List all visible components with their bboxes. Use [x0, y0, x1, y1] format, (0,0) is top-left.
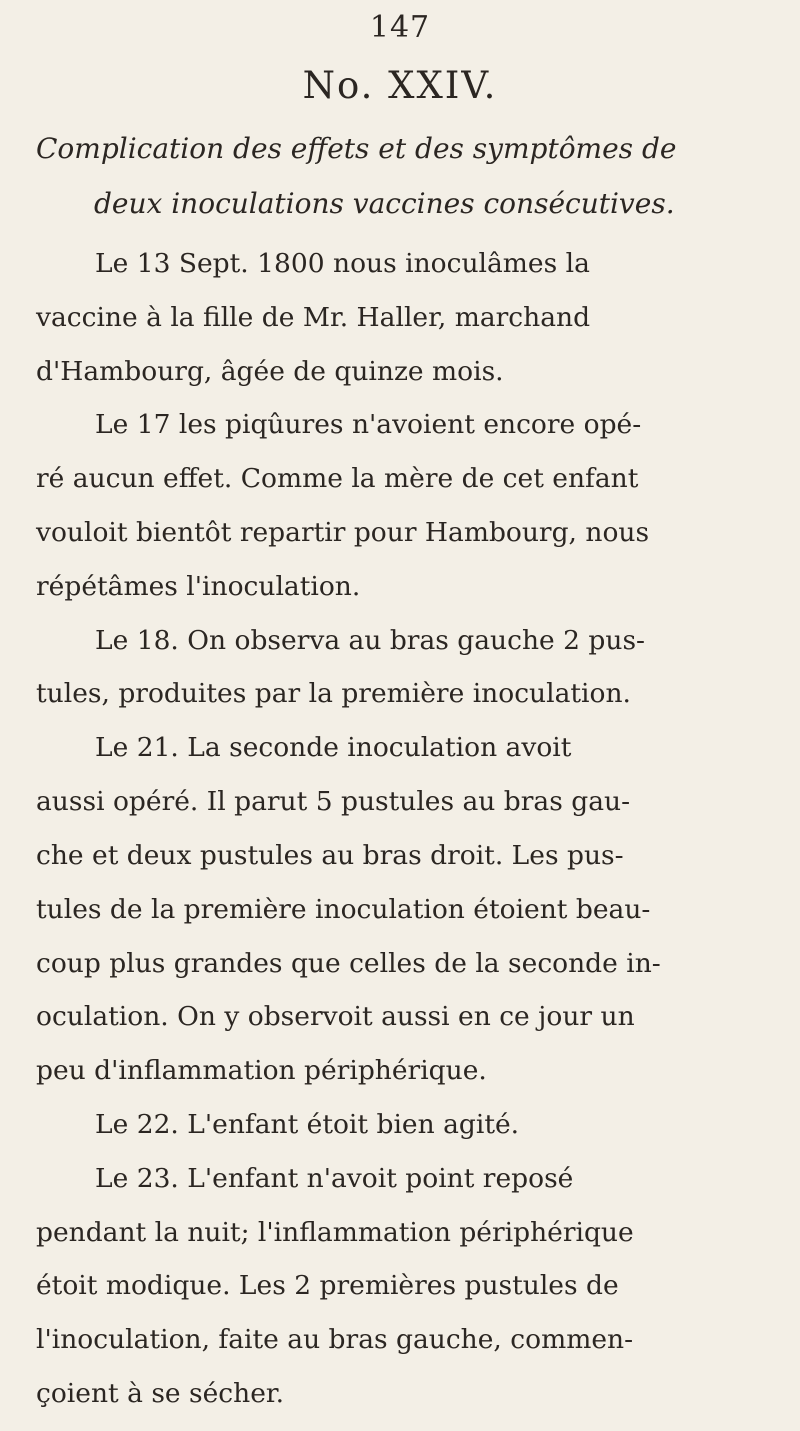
text-line-16: peu d'inflammation périphérique.: [36, 1055, 487, 1086]
section-title-line-2: deux inoculations vaccines consécutives.: [94, 187, 675, 220]
text-line-2: vaccine à la fille de Mr. Haller, marchand: [36, 302, 591, 333]
text-line-14: coup plus grandes que celles de la seconde in-: [36, 948, 661, 979]
text-line-9: tules, produites par la première inoculation.: [36, 678, 631, 709]
text-line-18: Le 23. L'enfant n'avoit point reposé: [95, 1163, 574, 1194]
text-line-7: répétâmes l'inoculation.: [36, 571, 361, 602]
text-line-12: che et deux pustules au bras droit. Les pus-: [36, 840, 624, 871]
text-line-8: Le 18. On observa au bras gauche 2 pus-: [95, 625, 646, 656]
text-line-5: ré aucun effet. Comme la mère de cet enfant: [36, 463, 639, 494]
section-title-line-1: Complication des effets et des symptômes de: [36, 132, 677, 165]
text-line-6: vouloit bientôt repartir pour Hambourg, nous: [36, 517, 650, 548]
text-line-3: d'Hambourg, âgée de quinze mois.: [36, 356, 504, 387]
text-line-20: étoit modique. Les 2 premières pustules de: [36, 1270, 619, 1301]
text-line-11: aussi opéré. Il parut 5 pustules au bras gau-: [36, 786, 631, 817]
text-line-17: Le 22. L'enfant étoit bien agité.: [95, 1109, 520, 1140]
chapter-heading: No. XXIV.: [302, 64, 498, 107]
text-line-21: l'inoculation, faite au bras gauche, commen-: [36, 1324, 634, 1355]
text-line-4: Le 17 les piqûures n'avoient encore opé-: [95, 409, 642, 440]
text-line-22: çoient à se sécher.: [36, 1378, 285, 1409]
text-line-19: pendant la nuit; l'inflammation périphérique: [36, 1217, 634, 1248]
text-line-15: oculation. On y observoit aussi en ce jour un: [36, 1001, 635, 1032]
text-line-1: Le 13 Sept. 1800 nous inoculâmes la: [95, 248, 590, 279]
text-line-13: tules de la première inoculation étoient beau-: [36, 894, 651, 925]
text-line-10: Le 21. La seconde inoculation avoit: [95, 732, 572, 763]
page-number: 147: [369, 10, 431, 45]
